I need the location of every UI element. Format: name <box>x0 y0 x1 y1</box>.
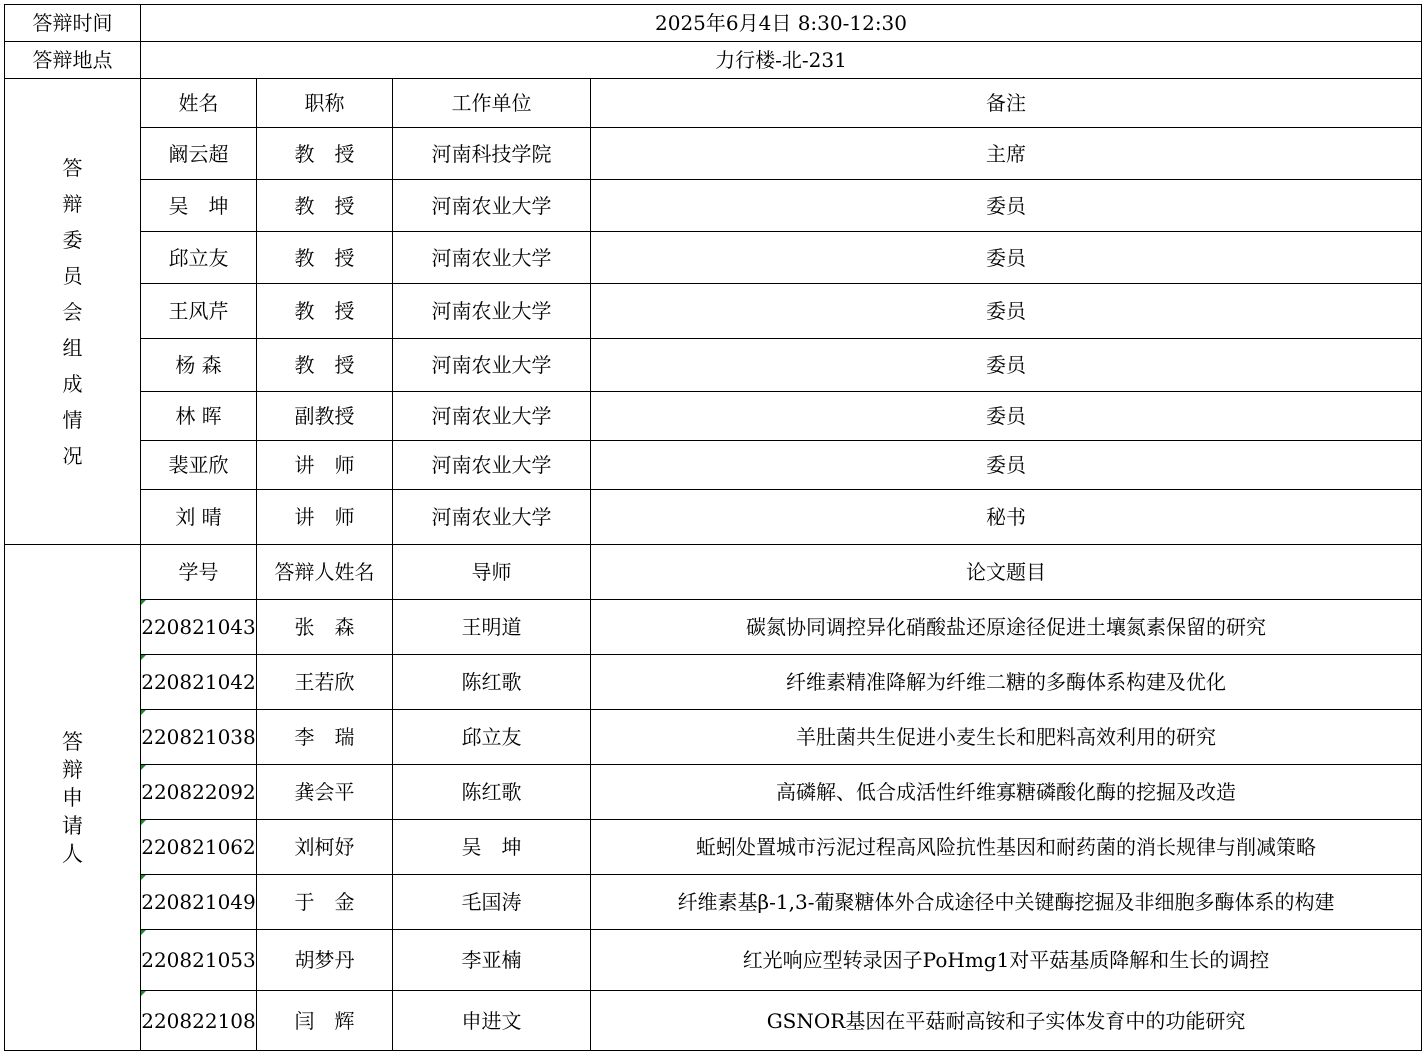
member-unit: 河南农业大学 <box>393 339 591 392</box>
student-advisor: 邱立友 <box>393 710 591 765</box>
member-name: 王风芹 <box>141 284 257 339</box>
thesis-title: 纤维素基β-1,3-葡聚糖体外合成途径中关键酶挖掘及非细胞多酶体系的构建 <box>591 875 1422 930</box>
thesis-title: 羊肚菌共生促进小麦生长和肥料高效利用的研究 <box>591 710 1422 765</box>
member-title: 教 授 <box>257 339 393 392</box>
applicant-row <box>5 875 1422 930</box>
applicants-col-thesis: 论文题目 <box>591 545 1422 600</box>
member-name: 吴 坤 <box>141 180 257 232</box>
committee-col-note: 备注 <box>591 79 1422 128</box>
member-note: 委员 <box>591 392 1422 441</box>
member-title: 讲 师 <box>257 441 393 490</box>
member-unit: 河南农业大学 <box>393 392 591 441</box>
committee-col-unit: 工作单位 <box>393 79 591 128</box>
committee-row <box>5 232 1422 284</box>
member-note: 秘书 <box>591 490 1422 545</box>
committee-row <box>5 180 1422 232</box>
committee-row <box>5 339 1422 392</box>
member-unit: 河南农业大学 <box>393 490 591 545</box>
applicant-row <box>5 655 1422 710</box>
student-advisor: 陈红歌 <box>393 655 591 710</box>
time-value: 2025年6月4日 8:30-12:30 <box>141 5 1422 42</box>
student-name: 张 森 <box>257 600 393 655</box>
time-label: 答辩时间 <box>5 5 141 42</box>
thesis-title: 红光响应型转录因子PoHmg1对平菇基质降解和生长的调控 <box>591 930 1422 991</box>
student-id: 220821053 <box>141 930 257 991</box>
student-id: 220821043 <box>141 600 257 655</box>
member-unit: 河南科技学院 <box>393 128 591 180</box>
committee-row <box>5 128 1422 180</box>
member-title: 讲 师 <box>257 490 393 545</box>
applicant-row <box>5 600 1422 655</box>
thesis-title: 蚯蚓处置城市污泥过程高风险抗性基因和耐药菌的消长规律与削减策略 <box>591 820 1422 875</box>
student-id: 220821049 <box>141 875 257 930</box>
member-name: 阚云超 <box>141 128 257 180</box>
student-advisor: 申进文 <box>393 991 591 1051</box>
thesis-title: 高磷解、低合成活性纤维寡糖磷酸化酶的挖掘及改造 <box>591 765 1422 820</box>
member-unit: 河南农业大学 <box>393 180 591 232</box>
member-unit: 河南农业大学 <box>393 284 591 339</box>
defense-schedule-table <box>4 4 1422 1051</box>
place-value: 力行楼-北-231 <box>141 42 1422 79</box>
member-title: 教 授 <box>257 180 393 232</box>
member-note: 委员 <box>591 180 1422 232</box>
member-title: 教 授 <box>257 232 393 284</box>
member-note: 委员 <box>591 441 1422 490</box>
committee-col-title: 职称 <box>257 79 393 128</box>
student-id: 220821042 <box>141 655 257 710</box>
student-id: 220822108 <box>141 991 257 1051</box>
student-name: 闫 辉 <box>257 991 393 1051</box>
committee-row <box>5 490 1422 545</box>
student-name: 于 金 <box>257 875 393 930</box>
student-id: 220821038 <box>141 710 257 765</box>
member-name: 刘 晴 <box>141 490 257 545</box>
member-name: 杨 森 <box>141 339 257 392</box>
committee-header-row <box>5 79 1422 128</box>
student-name: 李 瑞 <box>257 710 393 765</box>
committee-col-name: 姓名 <box>141 79 257 128</box>
member-unit: 河南农业大学 <box>393 441 591 490</box>
member-note: 委员 <box>591 339 1422 392</box>
applicant-row <box>5 765 1422 820</box>
member-title: 教 授 <box>257 128 393 180</box>
committee-row <box>5 392 1422 441</box>
student-name: 胡梦丹 <box>257 930 393 991</box>
student-name: 刘柯妤 <box>257 820 393 875</box>
applicant-row <box>5 820 1422 875</box>
place-label: 答辩地点 <box>5 42 141 79</box>
thesis-title: GSNOR基因在平菇耐高铵和子实体发育中的功能研究 <box>591 991 1422 1051</box>
committee-section-label: 答辩委员会组成情况 <box>5 79 141 545</box>
student-name: 王若欣 <box>257 655 393 710</box>
time-row <box>5 5 1422 42</box>
student-advisor: 王明道 <box>393 600 591 655</box>
committee-row <box>5 441 1422 490</box>
member-name: 林 晖 <box>141 392 257 441</box>
student-advisor: 李亚楠 <box>393 930 591 991</box>
applicants-header-row <box>5 545 1422 600</box>
member-unit: 河南农业大学 <box>393 232 591 284</box>
applicants-col-id: 学号 <box>141 545 257 600</box>
member-title: 副教授 <box>257 392 393 441</box>
applicant-row <box>5 930 1422 991</box>
member-note: 委员 <box>591 284 1422 339</box>
student-name: 龚会平 <box>257 765 393 820</box>
place-row <box>5 42 1422 79</box>
member-name: 裴亚欣 <box>141 441 257 490</box>
thesis-title: 纤维素精准降解为纤维二糖的多酶体系构建及优化 <box>591 655 1422 710</box>
member-name: 邱立友 <box>141 232 257 284</box>
member-note: 主席 <box>591 128 1422 180</box>
applicant-row <box>5 991 1422 1051</box>
thesis-title: 碳氮协同调控异化硝酸盐还原途径促进土壤氮素保留的研究 <box>591 600 1422 655</box>
applicants-col-advisor: 导师 <box>393 545 591 600</box>
member-note: 委员 <box>591 232 1422 284</box>
student-id: 220822092 <box>141 765 257 820</box>
applicant-row <box>5 710 1422 765</box>
student-id: 220821062 <box>141 820 257 875</box>
student-advisor: 吴 坤 <box>393 820 591 875</box>
student-advisor: 毛国涛 <box>393 875 591 930</box>
member-title: 教 授 <box>257 284 393 339</box>
committee-row <box>5 284 1422 339</box>
student-advisor: 陈红歌 <box>393 765 591 820</box>
applicants-section-label: 答辩申请人 <box>5 545 141 1051</box>
applicants-col-name: 答辩人姓名 <box>257 545 393 600</box>
